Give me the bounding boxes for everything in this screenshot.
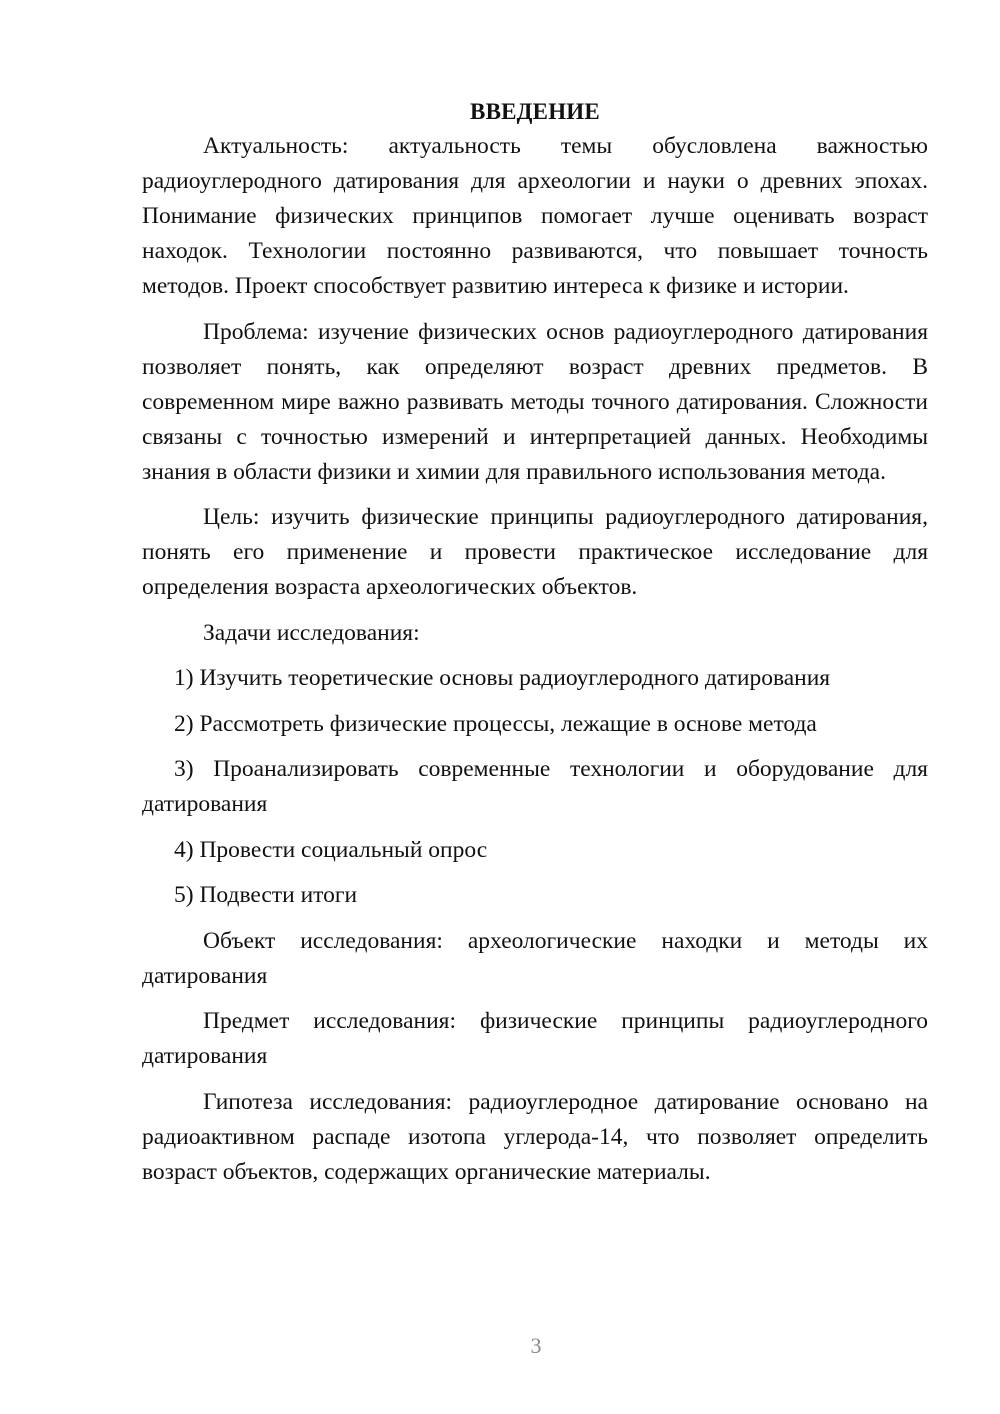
task-item-1: 1) Изучить теоретические основы радиоуглеродного датирования [174, 665, 831, 691]
task-item-3: 3) Проанализировать современные технологии и оборудование для датирования [142, 756, 928, 817]
section-heading: ВВЕДЕНИЕ [470, 99, 600, 124]
relevance-paragraph: Актуальность: актуальность темы обусловлена важностью радиоуглеродного датирования для археологии и науки о древних эпохах. Понимание физических принципов помогает лучше оценивать возраст находок. Технологии постоянно развиваются, что повышает точность методов. Проект способствует развитию интереса к физике и истории. [142, 133, 928, 299]
page-number: 3 [530, 1333, 542, 1358]
task-item-4: 4) Провести социальный опрос [174, 836, 488, 863]
problem-paragraph: Проблема: изучение физических основ радиоуглеродного датирования позволяет понять, как определяют возраст древних предметов. В современном мире важно развивать методы точного датирования. Сложности связаны с точностью измерений и интерпретацией данных. Необходимы знания в области физики и химии для правильного использования метода. [142, 318, 928, 485]
goal-paragraph: Цель: изучить физические принципы радиоуглеродного датирования, понять его применение и провести практическое исследование для определения возраста археологических объектов. [142, 504, 928, 600]
object-paragraph: Объект исследования: археологические находки и методы их датирования [142, 927, 928, 989]
task-item-2: 2) Рассмотреть физические процессы, лежащие в основе метода [174, 710, 817, 737]
hypothesis-paragraph: Гипотеза исследования: радиоуглеродное датирование основано на радиоактивном распаде изотопа углерода-14, что позволяет определить возраст объектов, содержащих органические материалы. [142, 1088, 928, 1185]
document-page [142, 94, 928, 1200]
subject-paragraph: Предмет исследования: физические принципы радиоуглеродного датирования [142, 1008, 928, 1069]
task-item-5: 5) Подвести итоги [174, 882, 358, 908]
tasks-title: Задачи исследования: [203, 619, 420, 646]
